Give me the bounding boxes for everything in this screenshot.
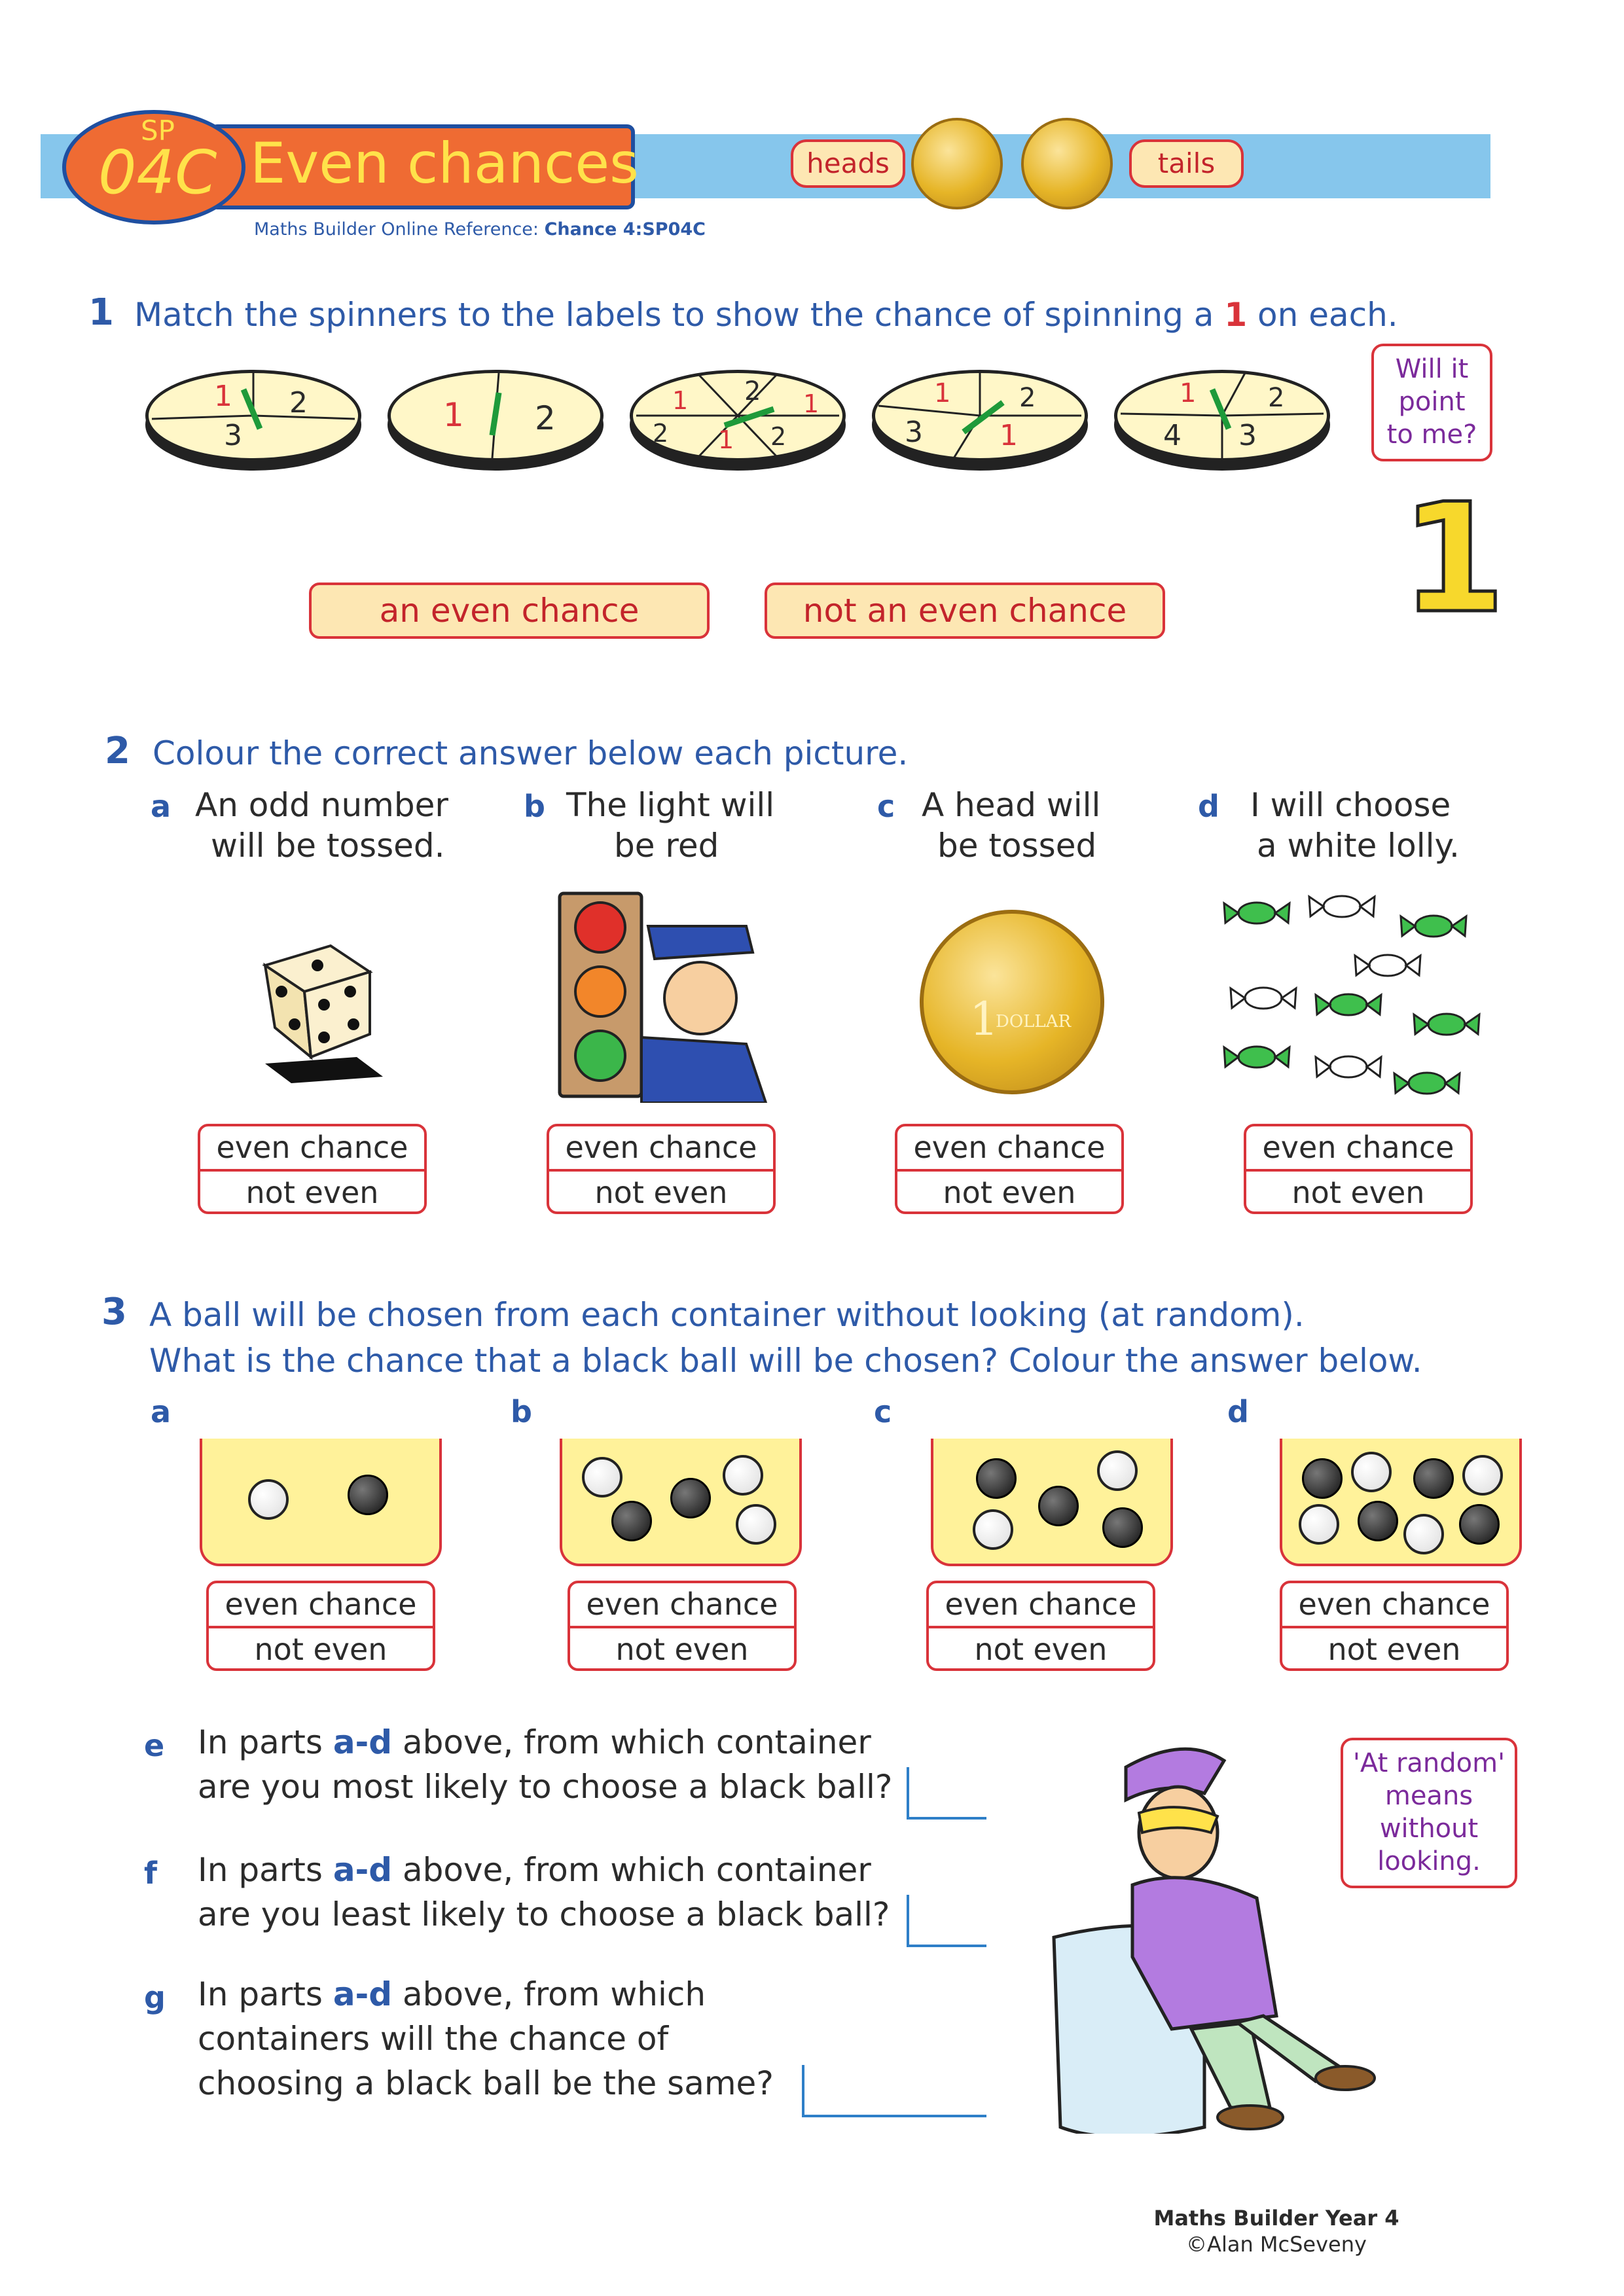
spinner-label: 1 xyxy=(443,396,464,434)
q3-speech-bubble xyxy=(1341,1738,1517,1888)
white-ball xyxy=(582,1457,623,1498)
spinner-5-graphic xyxy=(1117,373,1327,458)
q3g-line2: containers will the chance of xyxy=(198,2020,669,2058)
q3-part-letter: c xyxy=(874,1394,892,1429)
q3g-letter: g xyxy=(144,1980,166,2015)
spinner-label: 2 xyxy=(653,419,669,448)
q3f-letter: f xyxy=(144,1856,158,1891)
dollar-coin-icon xyxy=(920,910,1104,1094)
q3g-line3: choosing a black ball be the same? xyxy=(198,2064,774,2102)
dice-icon xyxy=(259,926,389,1083)
white-ball xyxy=(973,1509,1013,1550)
q2-part-letter: d xyxy=(1198,789,1219,824)
not-even-option[interactable]: not even xyxy=(594,1175,728,1210)
q1-number: 1 xyxy=(88,291,114,334)
q3-number: 3 xyxy=(101,1291,127,1333)
container-c xyxy=(931,1439,1173,1566)
even-chance-option[interactable]: even chance xyxy=(200,1126,424,1172)
spinner-label: 3 xyxy=(224,419,242,452)
lollies-icon xyxy=(1218,880,1492,1109)
q2b-line1: The light will xyxy=(566,786,775,824)
white-ball xyxy=(248,1479,289,1520)
q2-number: 2 xyxy=(105,730,130,772)
q2d-line2: a white lolly. xyxy=(1257,827,1460,865)
spinner-5 xyxy=(1114,370,1330,461)
number-one-mascot: 1 xyxy=(1401,472,1506,647)
white-ball xyxy=(1462,1455,1503,1496)
q3e-line1: In parts a-d above, from which container xyxy=(198,1723,871,1761)
q3b-answer-box[interactable] xyxy=(568,1581,797,1671)
spinner-1-graphic xyxy=(149,373,358,458)
q3e-answer-line[interactable] xyxy=(907,1767,986,1820)
spinner-label: 2 xyxy=(289,386,308,420)
q2a-line2: will be tossed. xyxy=(211,827,445,865)
container-d xyxy=(1280,1439,1522,1566)
q3f-line1: In parts a-d above, from which container xyxy=(198,1851,871,1889)
online-reference: Maths Builder Online Reference: Chance 4:SP04C xyxy=(254,219,706,240)
q2b-line2: be red xyxy=(614,827,719,865)
heads-label: heads xyxy=(791,139,905,188)
black-ball xyxy=(1358,1501,1398,1541)
q3e-line2: are you most likely to choose a black ball? xyxy=(198,1768,893,1806)
not-even-option[interactable]: not even xyxy=(245,1175,379,1210)
white-ball xyxy=(1097,1450,1138,1491)
bubble-line: to me? xyxy=(1386,420,1477,450)
spinner-label: 1 xyxy=(803,389,820,418)
not-even-option[interactable]: not even xyxy=(974,1632,1108,1667)
white-ball xyxy=(1403,1514,1444,1554)
spinner-1 xyxy=(145,370,361,461)
white-ball xyxy=(1351,1452,1392,1492)
q2-text: Colour the correct answer below each picture. xyxy=(153,734,909,772)
spinner-2-graphic xyxy=(391,373,600,458)
spinner-label: 1 xyxy=(672,386,689,415)
q2-part-letter: c xyxy=(877,789,895,824)
q3a-answer-box[interactable] xyxy=(206,1581,435,1671)
q2c-line2: be tossed xyxy=(937,827,1097,865)
container-a xyxy=(200,1439,442,1566)
label-even-chance[interactable]: an even chance xyxy=(309,583,710,639)
page-title: Even chances xyxy=(250,131,639,196)
spinner-label: 2 xyxy=(770,422,787,451)
coin-tails-icon xyxy=(1021,118,1113,209)
spinner-label: 2 xyxy=(1019,383,1036,413)
black-ball xyxy=(1459,1504,1500,1545)
coin-text: DOLLAR xyxy=(996,1012,1072,1031)
q3-part-letter: a xyxy=(151,1394,171,1429)
q2d-answer-box[interactable] xyxy=(1244,1124,1473,1214)
q3-part-letter: d xyxy=(1227,1394,1249,1429)
traffic-light-icon xyxy=(556,887,772,1103)
black-ball xyxy=(1102,1507,1143,1548)
q2-part-letter: b xyxy=(524,789,545,824)
black-ball xyxy=(670,1478,711,1518)
spinner-label: 1 xyxy=(934,378,951,408)
bubble-line: Will it xyxy=(1395,354,1469,384)
spinner-label: 3 xyxy=(905,416,923,449)
q2-part-letter: a xyxy=(151,789,171,824)
not-even-option[interactable]: not even xyxy=(1327,1632,1461,1667)
spinner-label: 1 xyxy=(718,425,734,454)
even-chance-option[interactable]: even chance xyxy=(1282,1583,1506,1628)
q3-line1: A ball will be chosen from each container without looking (at random). xyxy=(149,1296,1305,1334)
spinner-label: 2 xyxy=(535,399,556,437)
bubble-line: point xyxy=(1398,387,1466,417)
black-ball xyxy=(976,1458,1017,1499)
q3f-answer-line[interactable] xyxy=(907,1895,986,1947)
q3f-line2: are you least likely to choose a black ball? xyxy=(198,1895,890,1933)
q2c-answer-box[interactable] xyxy=(895,1124,1124,1214)
not-even-option[interactable]: not even xyxy=(943,1175,1076,1210)
q3-line2: What is the chance that a black ball will be chosen? Colour the answer below. xyxy=(149,1342,1422,1380)
coin-heads-icon xyxy=(911,118,1003,209)
q3-part-letter: b xyxy=(511,1394,532,1429)
spinner-label: 4 xyxy=(1163,419,1182,452)
q1-text: Match the spinners to the labels to show the chance of spinning a 1 on each. xyxy=(134,296,1398,334)
q3g-line1: In parts a-d above, from which xyxy=(198,1975,706,2013)
q1-speech-bubble xyxy=(1371,344,1492,461)
bubble-line: without xyxy=(1379,1814,1479,1844)
not-even-option[interactable]: not even xyxy=(254,1632,388,1667)
even-chance-option[interactable]: even chance xyxy=(570,1583,794,1628)
even-chance-option[interactable]: even chance xyxy=(929,1583,1153,1628)
q2a-line1: An odd number xyxy=(195,786,448,824)
badge-code: 04C xyxy=(98,137,217,207)
not-even-option[interactable]: not even xyxy=(1291,1175,1425,1210)
not-even-option[interactable]: not even xyxy=(615,1632,749,1667)
white-ball xyxy=(723,1455,763,1496)
q3c-answer-box[interactable] xyxy=(926,1581,1155,1671)
spinner-3 xyxy=(630,370,846,461)
q3d-answer-box[interactable] xyxy=(1280,1581,1509,1671)
footer-copyright: ©Alan McSeveny xyxy=(1186,2232,1367,2257)
q3g-answer-line[interactable] xyxy=(802,2065,986,2117)
bubble-line: 'At random' xyxy=(1352,1748,1506,1778)
container-b xyxy=(560,1439,802,1566)
spinner-4 xyxy=(872,370,1088,461)
black-ball xyxy=(1302,1458,1343,1499)
black-ball xyxy=(1038,1486,1079,1526)
black-ball xyxy=(348,1475,388,1515)
spinner-label: 2 xyxy=(744,376,761,406)
spinner-2 xyxy=(388,370,604,461)
badge-sp: SP xyxy=(141,115,175,147)
tails-label: tails xyxy=(1129,139,1244,188)
coin-digit: 1 xyxy=(969,992,999,1046)
footer-title: Maths Builder Year 4 xyxy=(1153,2206,1399,2231)
q2a-answer-box[interactable] xyxy=(198,1124,427,1214)
spinner-label: 1 xyxy=(1180,378,1197,408)
white-ball xyxy=(736,1504,776,1545)
q2d-line1: I will choose xyxy=(1250,786,1451,824)
q2c-line1: A head will xyxy=(922,786,1101,824)
even-chance-option[interactable]: even chance xyxy=(209,1583,433,1628)
even-chance-option[interactable]: even chance xyxy=(549,1126,773,1172)
black-ball xyxy=(611,1501,652,1541)
label-not-even-chance[interactable]: not an even chance xyxy=(765,583,1165,639)
bubble-line: means xyxy=(1384,1781,1473,1811)
white-ball xyxy=(1299,1504,1339,1545)
bubble-line: looking. xyxy=(1377,1846,1481,1876)
spinner-label: 3 xyxy=(1238,419,1257,452)
q3e-letter: e xyxy=(144,1728,165,1763)
even-chance-option[interactable]: even chance xyxy=(897,1126,1121,1172)
spinner-label: 1 xyxy=(214,380,232,413)
even-chance-option[interactable]: even chance xyxy=(1246,1126,1470,1172)
black-ball xyxy=(1413,1458,1454,1499)
spinner-label: 2 xyxy=(1268,383,1285,413)
q2b-answer-box[interactable] xyxy=(547,1124,776,1214)
spinner-label: 1 xyxy=(1000,419,1018,452)
